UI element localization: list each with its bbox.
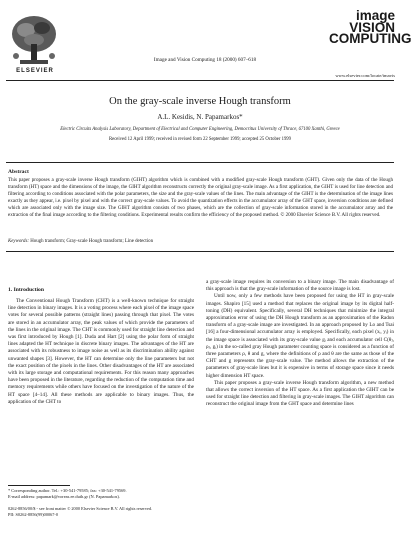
brand-line-1: image	[355, 8, 395, 23]
abstract-top-divider	[6, 162, 394, 163]
paragraph: This paper proposes a gray-scale inverse Hough transform algorithm, a new method that allows the correct inversion of the HT space. As a first application the GIHT can be used for straight line detection and filtering in gray-scale images. The GIHT algorithm can reconstruct the original image from the GHT space and determine lines	[206, 379, 394, 408]
author-affiliation: Electric Circuits Analysis Laboratory, Department of Electrical and Computer Engineering, Democritus University of Thrace, 67100 Xanthi, Greece	[60, 127, 340, 132]
elsevier-tree-logo	[6, 12, 62, 68]
footnote-divider	[8, 485, 70, 486]
received-dates: Received 12 April 1999; received in revised form 22 September 1999; accepted 25 October 1999	[109, 137, 291, 142]
abstract-heading: Abstract	[8, 169, 29, 175]
keywords-line	[8, 239, 393, 244]
abstract-text: This paper proposes a gray-scale inverse Hough transform (GIHT) algorithm which is combined with a modified gray-scale Hough transform (GHT). Given only the data of the Hough transform (HT) space and the dimensions of the image, the GIHT algorithm reconstructs correctly the original gray-scale image. As a first application, the GIHT is used for line detection and filtering according to conditions associated with the polar parameters, the size and the gray-scale values of the lines. The main advantage of the GIHT is the determination of the image lines exactly as they appear, i.e. pixel by pixel and with the correct gray-scale values. To avoid the quantization effects in the accumulator array of the GHT space, inversion conditions are defined which are associated only with the image size. The GIHT algorithm consists of two phases, which are the collection of gray-scale information stored in the accumulator array and the extraction of the final image according to the filtering conditions. Experimental results confirm the efficiency of the proposed method. © 2000 Elsevier Science B.V. All rights reserved.	[8, 177, 393, 218]
keywords-list: Hough transform; Gray-scale Hough transform; Line detection	[30, 239, 154, 244]
journal-brand-logo	[329, 8, 412, 46]
copyright-line: 0262-8856/00/$ - see front matter © 2000 Elsevier Science B.V. All rights reserved.	[8, 506, 153, 511]
publisher-name: ELSEVIER	[16, 68, 54, 74]
journal-citation: Image and Vision Computing 18 (2000) 607–618	[153, 57, 257, 63]
brand-line-3: COMPUTING	[329, 31, 412, 46]
section-heading: 1. Introduction	[8, 287, 44, 293]
article-authors: A.L. Kesidis, N. Papamarkos*	[157, 113, 243, 121]
footnote-email: E-mail address: papamark@voreas.ee.duth.gr (N. Papamarkos).	[8, 494, 120, 499]
copyright-block	[8, 506, 208, 518]
footnote-contact: * Corresponding author. Tel.: +30-541-79585; fax: +30-541-79569.	[8, 488, 127, 493]
footnote	[8, 488, 194, 500]
brand-line-2: VISION	[349, 19, 395, 35]
body-left-column: The Conventional Hough Transform (CHT) is a well-known technique for straight line detection in binary images. It is a voting process where each pixel of the image space votes for several possible patterns (straight lines) passing through that pixel. The votes are stored in an accumulator array, the peak values of which provide the parameters of the lines in the original image. The CHT is commonly used for straight line detection and was first introduced by Hough [1]. Duda and Hart [2] using the polar form of straight lines adapted the HT technique in discrete binary images. The advantages of the HT are associated with its robustness to image noise as well as its discrimination ability against unwanted shapes [3]. However, the HT can determine only the line parameters but not the exact position of the pixels in the lines. Other disadvantages of the HT are associated with its large storage and computational requirements. For this reason many approaches have been proposed in the literature, regarding the reduction of the computation time and memory requirements while others have focused on the investigation of the nature of the HT space [4–14]. All these methods are applicable to binary images. Thus, the application of the CHT to	[8, 298, 194, 405]
journal-website-link[interactable]: www.elsevier.com/locate/imavis	[335, 73, 395, 78]
pii-line: PII: S0262-8856(99)00067-0	[8, 512, 59, 517]
body-right-column	[206, 279, 394, 409]
abstract-bottom-divider	[6, 251, 394, 252]
keywords-label: Keywords:	[8, 239, 30, 244]
header-divider	[6, 80, 394, 81]
article-title: On the gray-scale inverse Hough transform	[109, 96, 291, 107]
paragraph: a gray-scale image requires its conversion to a binary image. The main disadvantage of this approach is that the gray-scale information of the source image is lost.	[206, 279, 394, 293]
paragraph: Until now, only a few methods have been proposed for using the HT in gray-scale images. Shapiro [15] used a method that replaces the original image by its digital half-toning (DH) equivalent. Specifically, several DH techniques that minimize the integral approximation error of using the DH Hough transform as an approximation of the Radon transform of a gray-scale image are investigated. In an approach proposed by Lo and Tsai [16] a four-dimensional accumulator array is employed. Specifically, each pixel (xᵢ, yᵢ) in the image space is associated with its gray-scale value gᵢ and each accumulator cell C(θⱼ, ρⱼ, gᵢ) in the so-called gray Hough parameter counting space is considered as a function of three parameters ρ, θ and g, where the definitions of ρ and θ are the same as those of the CHT and g represents the gray-scale value. The method allows the extraction of the parameters of gray-scale lines but it is expensive in terms of storage space since it needs higher dimension HT space.	[206, 293, 394, 379]
